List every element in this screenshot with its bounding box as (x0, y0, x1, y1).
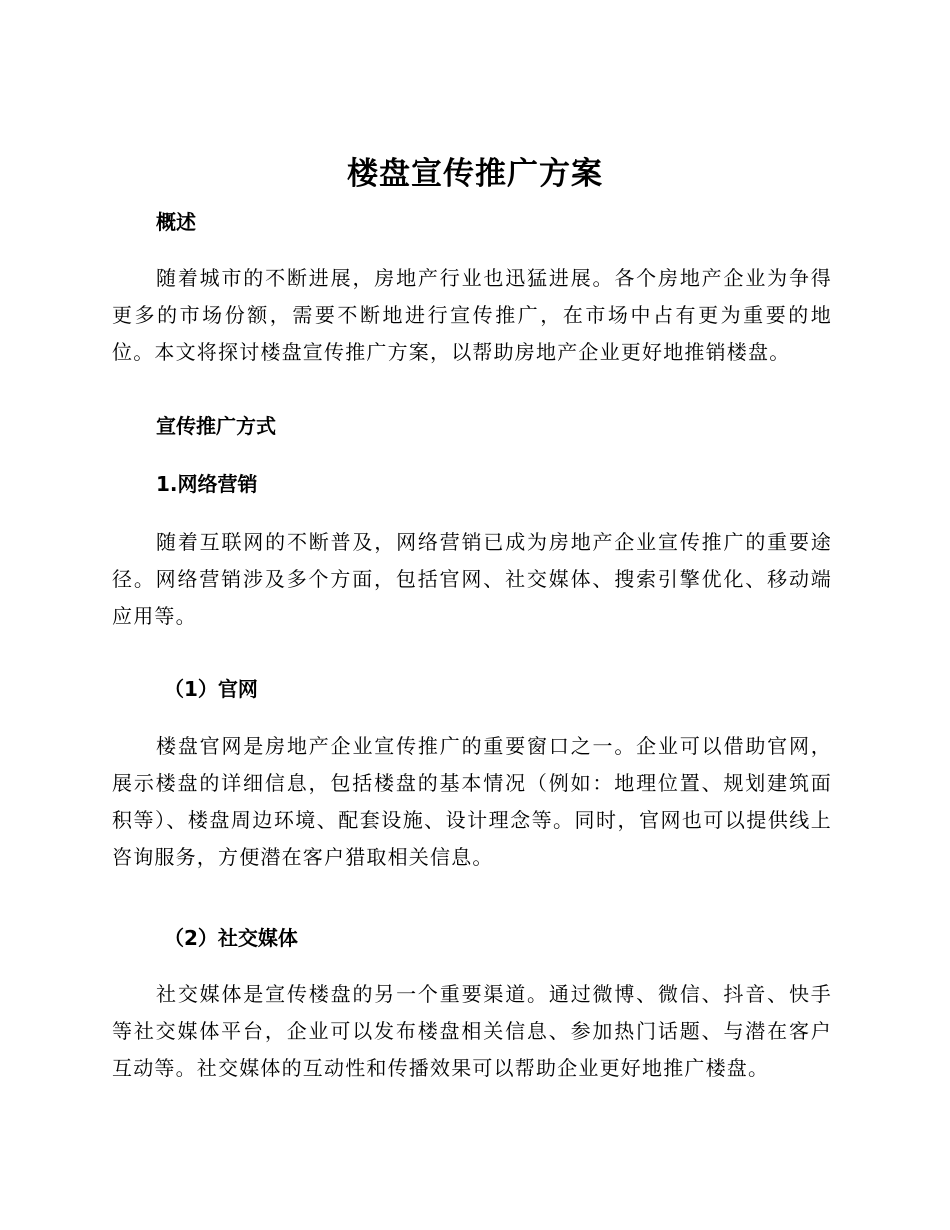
online-marketing-paragraph: 随着互联网的不断普及，网络营销已成为房地产企业宣传推广的重要途径。网络营销涉及多个方面，包括官网、社交媒体、搜索引擎优化、移动端应用等。 (112, 530, 832, 628)
document-title: 楼盘宣传推广方案 (347, 156, 603, 192)
section-heading-social-media: （2）社交媒体 (164, 926, 298, 950)
section-heading-promotion-methods: 宣传推广方式 (156, 414, 276, 438)
official-website-paragraph: 楼盘官网是房地产企业宣传推广的重要窗口之一。企业可以借助官网，展示楼盘的详细信息，包括楼盘的基本情况（例如：地理位置、规划建筑面积等）、楼盘周边环境、配套设施、设计理念等。同时，官网也可以提供线上咨询服务，方便潜在客户猎取相关信息。 (112, 734, 832, 869)
section-heading-official-website: （1）官网 (164, 677, 258, 701)
section-heading-overview: 概述 (156, 210, 196, 234)
section-heading-online-marketing: 1.网络营销 (156, 472, 258, 496)
overview-paragraph: 随着城市的不断进展，房地产行业也迅猛进展。各个房地产企业为争得更多的市场份额，需要不断地进行宣传推广，在市场中占有更为重要的地位。本文将探讨楼盘宣传推广方案，以帮助房地产企业更好地推销楼盘。 (112, 266, 832, 364)
social-media-paragraph: 社交媒体是宣传楼盘的另一个重要渠道。通过微博、微信、抖音、快手等社交媒体平台，企业可以发布楼盘相关信息、参加热门话题、与潜在客户互动等。社交媒体的互动性和传播效果可以帮助企业更好地推广楼盘。 (112, 982, 832, 1080)
